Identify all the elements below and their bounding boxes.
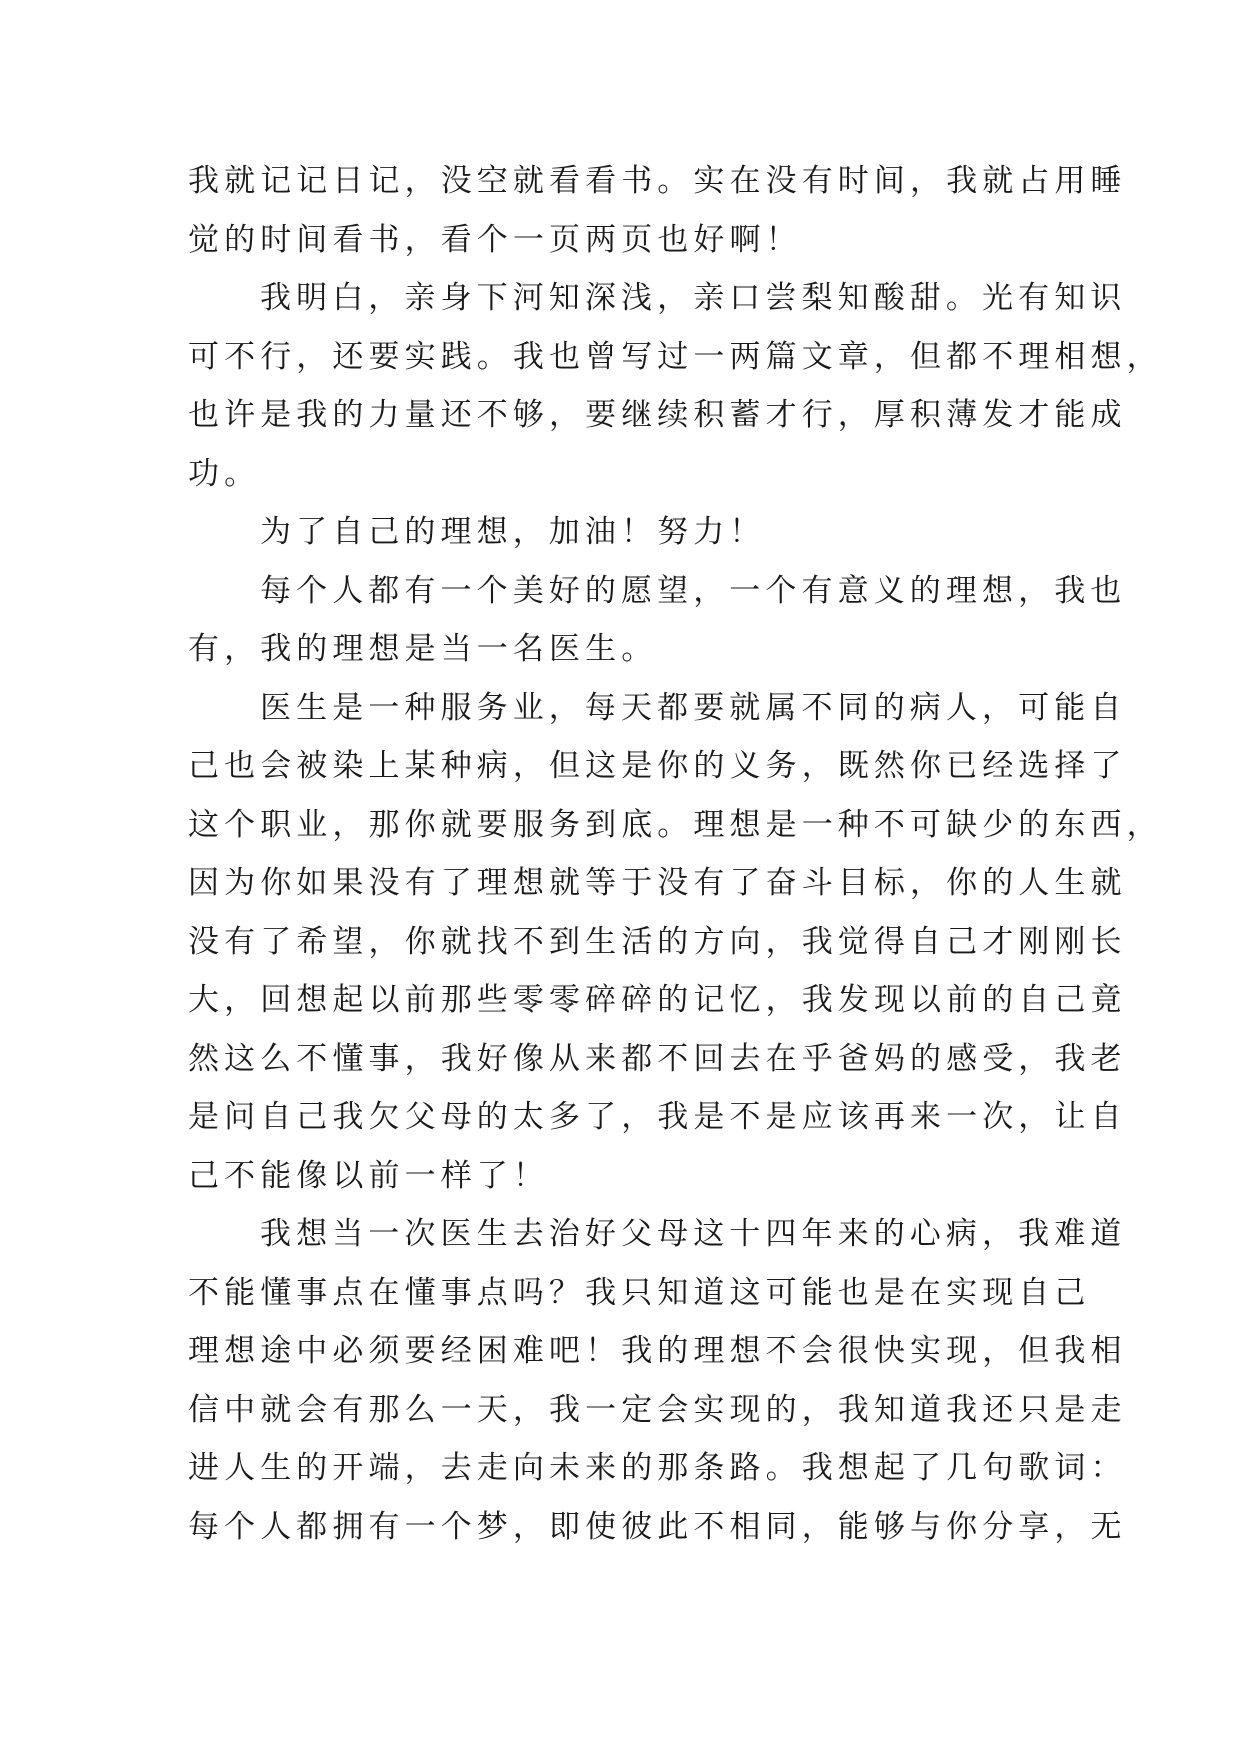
text-line: 我想当一次医生去治好父母这十四年来的心病，我难道 [260,1216,1127,1252]
text-line: 进人生的开端，去走向未来的那条路。我想起了几句歌词： [188,1450,1127,1486]
paragraph [188,152,1127,269]
text-line: 这个职业，那你就要服务到底。理想是一种不可缺少的东西， [188,806,1163,843]
text-line: 己不能像以前一样了！ [188,1157,549,1194]
text-line: 没有了希望，你就找不到生活的方向，我觉得自己才刚刚长 [188,923,1127,960]
text-line: 医生是一种服务业，每天都要就属不同的病人，可能自 [260,689,1127,726]
paragraph [188,679,1163,1206]
text-line: 因为你如果没有了理想就等于没有了奋斗目标，你的人生就 [188,865,1127,901]
text-line: 是问自己我欠父母的太多了，我是不是应该再来一次，让自 [188,1099,1127,1135]
document-body [188,152,1163,1556]
text-line: 也许是我的力量还不够，要继续积蓄才行，厚积薄发才能成 [188,397,1127,433]
paragraph [188,503,1056,562]
text-line: 然这么不懂事，我好像从来都不回去在乎爸妈的感受，我老 [188,1040,1127,1077]
text-line: 为了自己的理想，加油！努力！ [260,514,766,550]
paragraph [188,1205,1127,1556]
text-line: 我就记记日记，没空就看看书。实在没有时间，我就占用睡 [188,163,1127,199]
text-line: 有，我的理想是当一名医生。 [188,631,658,667]
text-line: 功。 [188,455,261,492]
text-line: 可不行，还要实践。我也曾写过一两篇文章，但都不理相想， [188,338,1163,375]
text-line: 不能懂事点在懂事点吗？我只知道这可能也是在实现自己 [188,1274,1091,1311]
text-line: 每个人都拥有一个梦，即使彼此不相同，能够与你分享，无 [188,1508,1127,1545]
text-line: 每个人都有一个美好的愿望，一个有意义的理想，我也 [260,572,1127,609]
text-line: 信中就会有那么一天，我一定会实现的，我知道我还只是走 [188,1391,1127,1428]
text-line: 大，回想起以前那些零零碎碎的记忆，我发现以前的自己竟 [188,982,1127,1018]
text-line: 我明白，亲身下河知深浅，亲口尝梨知酸甜。光有知识 [260,280,1127,316]
text-line: 己也会被染上某种病，但这是你的义务，既然你已经选择了 [188,748,1127,784]
text-line: 觉的时间看书，看个一页两页也好啊！ [188,221,802,258]
paragraph [188,562,1127,679]
paragraph [188,269,1163,503]
text-line: 理想途中必须要经困难吧！我的理想不会很快实现，但我相 [188,1333,1127,1369]
